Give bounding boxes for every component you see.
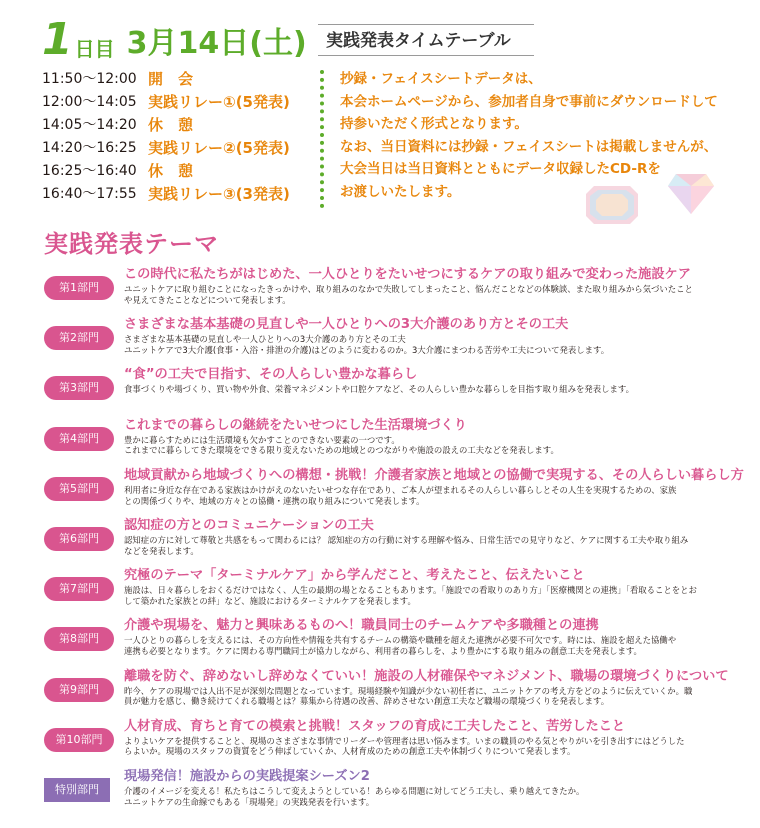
theme-description: 介護のイメージを変える！私たちはこうして変えようとしている！あらゆる問題に対してどう工夫し、乗り越えてきたか。 <box>124 785 585 796</box>
theme-title: “食”の工夫で目指す、その人らしい豊かな暮らし <box>124 367 418 383</box>
theme-body <box>124 718 748 758</box>
theme-description: 豊かに暮らすためには生活環境も欠かすことのできない要素の一つです。 <box>124 434 400 445</box>
theme-title: 地域貢献から地域づくりへの構想・挑戦！介護者家族と地域との協働で実現する、その人らしい暮らし方 <box>124 467 744 483</box>
schedule-event: 実践リレー②(5発表) <box>148 139 290 157</box>
notice-line: 抄録・フェイスシートデータは、 <box>340 71 542 87</box>
theme-body <box>124 316 748 356</box>
theme-item <box>44 517 748 567</box>
theme-item <box>44 617 748 667</box>
theme-item <box>44 316 748 366</box>
category-badge: 第10部門 <box>44 728 114 752</box>
schedule-time: 14:05〜14:20 <box>42 117 137 133</box>
category-badge: 第2部門 <box>44 326 114 350</box>
day-header <box>42 14 307 65</box>
theme-description: や見えてきたことなどについて発表します。 <box>124 294 291 305</box>
schedule-list <box>42 68 312 206</box>
category-badge: 第6部門 <box>44 527 114 551</box>
theme-description: 食事づくりや場づくり、買い物や外食、栄養マネジメントや口腔ケアなど、その人らしい豊かな暮らしを目指す取り組みを発表します。 <box>124 384 634 395</box>
theme-body <box>124 768 748 808</box>
section-title: 実践発表テーマ <box>44 230 219 258</box>
schedule-row <box>42 114 312 137</box>
notice-line: なお、当日資料には抄録・フェイスシートは掲載しませんが、 <box>340 138 718 155</box>
schedule-time: 11:50〜12:00 <box>42 71 137 87</box>
schedule-time: 16:25〜16:40 <box>42 163 137 179</box>
theme-item <box>44 266 748 316</box>
timetable-title: 実践発表タイムテーブル <box>318 24 534 56</box>
theme-body <box>124 517 748 557</box>
category-badge: 第3部門 <box>44 376 114 400</box>
theme-list <box>44 266 748 818</box>
theme-body <box>124 567 748 607</box>
theme-description: らよいか。現場のスタッフの資質をどう伸ばしていくか、人材育成のための創意工夫や体制づくりについて発表します。 <box>124 746 576 757</box>
theme-title: 認知症の方とのコミュニケーションの工夫 <box>124 517 374 533</box>
theme-description: との関係づくりや、地域の方々との協働・連携の取り組みについて発表します。 <box>124 495 425 506</box>
notice-line: お渡しいたします。 <box>340 183 461 200</box>
theme-item <box>44 718 748 768</box>
theme-item <box>44 467 748 517</box>
schedule-row <box>42 91 312 114</box>
theme-description: して築かれた家族との絆」など、施設におけるターミナルケアを発表します。 <box>124 595 416 606</box>
event-date: 3月14日(土) <box>126 26 307 61</box>
schedule-time: 14:20〜16:25 <box>42 140 137 156</box>
theme-body <box>124 668 748 708</box>
theme-description: これまでに暮らしてきた環境をできる限り変えないための地域とのつながりや施設の設えの工夫などを発表します。 <box>124 445 559 456</box>
theme-description: ユニットケアの生命線でもある「現場発」の実践発表を行います。 <box>124 796 375 807</box>
theme-title: 現場発信！施設からの実践提案シーズン2 <box>124 768 370 784</box>
schedule-event: 開 会 <box>148 70 194 88</box>
schedule-event: 休 憩 <box>148 162 194 180</box>
category-badge: 特別部門 <box>44 778 110 802</box>
theme-item <box>44 668 748 718</box>
schedule-event: 実践リレー①(5発表) <box>148 93 290 111</box>
theme-item <box>44 768 748 818</box>
theme-title: これまでの暮らしの継続をたいせつにした生活環境づくり <box>124 417 467 433</box>
day-unit: 日目 <box>74 37 115 61</box>
theme-title: 離職を防ぐ、辞めないし辞めなくていい！施設の人材確保やマネジメント、職場の環境づくりについて <box>124 668 729 684</box>
theme-item <box>44 417 748 467</box>
category-badge: 第7部門 <box>44 577 114 601</box>
schedule-row <box>42 160 312 183</box>
day-number: 1 <box>42 14 73 65</box>
theme-body <box>124 617 748 657</box>
theme-description: ユニットケアで3大介護(食事・入浴・排泄の介護)はどのように変わるのか。3大介護にまつわる苦労や工夫について発表します。 <box>124 344 610 355</box>
theme-description: 利用者に身近な存在である家族はかけがえのないたいせつな存在であり、ご本人が望まれるその人らしい暮らしとその人生を実現するための、家族 <box>124 484 677 495</box>
theme-description: 施設は、日々暮らしをおくるだけではなく、人生の最期の場となることもあります。「施設での看取りのあり方」「医療機関との連携」「看取ることをとお <box>124 585 697 596</box>
theme-item <box>44 567 748 617</box>
notice-line: 持参いただく形式となります。 <box>340 116 528 132</box>
theme-title: さまざまな基本基礎の見直しや一人ひとりへの3大介護のあり方とその工夫 <box>124 317 569 333</box>
schedule-row <box>42 183 312 206</box>
theme-description: などを発表します。 <box>124 545 199 556</box>
category-badge: 第9部門 <box>44 678 114 702</box>
theme-title: 人材育成、育ちと育ての模索と挑戦！スタッフの育成に工夫したこと、苦労したこと <box>124 718 626 734</box>
notice-line: 本会ホームページから、参加者自身で事前にダウンロードして <box>340 93 718 110</box>
theme-body <box>124 467 748 507</box>
theme-title: 究極のテーマ「ターミナルケア」から学んだこと、考えたこと、伝えたいこと <box>124 568 585 584</box>
theme-title: この時代に私たちがはじめた、一人ひとりをたいせつにするケアの取り組みで変わった施設ケア <box>124 267 691 282</box>
category-badge: 第4部門 <box>44 427 114 451</box>
theme-body <box>124 417 748 457</box>
category-badge: 第1部門 <box>44 276 114 300</box>
theme-description: 一人ひとりの暮らしを支えるには、その方向性や情報を共有するチームの構築や職種を超えた連携が必要不可欠です。時には、施設を超えた協働や <box>124 635 677 646</box>
theme-body <box>124 366 748 395</box>
schedule-event: 実践リレー③(3発表) <box>148 185 290 203</box>
theme-description: 認知症の方に対して尊敬と共感をもって関わるには？ 認知症の方の行動に対する理解や悩み、日常生活での見守りなど、ケアに関する工夫や取り組み <box>124 534 689 545</box>
theme-description: ユニットケアに取り組むことになったきっかけや、取り組みのなかで失敗してしまったこと、悩んだことなどの体験談、また取り組みから気づいたこと <box>124 284 693 294</box>
theme-description: さまざまな基本基礎の見直しや一人ひとりへの3大介護のあり方とその工夫 <box>124 334 406 345</box>
notice-line: 大会当日は当日資料とともにデータ収録したCD-Rを <box>340 161 661 177</box>
gem-square-icon <box>584 182 640 228</box>
theme-description: 昨今、ケアの現場では人出不足が深刻な問題となっています。現場経験や知識が少ない初任者に、ユニットケアの考え方をどのように伝えていくか。職 <box>124 685 693 696</box>
theme-description: 員が魅力を感じ、働き続けてくれる職場とは？募集から待遇の改善、辞めさせない創意工夫など職場の環境づくりを発表します。 <box>124 696 610 707</box>
theme-item <box>44 366 748 416</box>
schedule-row <box>42 68 312 91</box>
dotted-divider <box>320 70 324 208</box>
theme-description: よりよいケアを提供することと、現場のさまざまな事情でリーダーや管理者は思い悩みます。いまの職員のやる気とやりがいを引き出すにはどうした <box>124 735 685 746</box>
schedule-time: 12:00〜14:05 <box>42 94 137 110</box>
schedule-time: 16:40〜17:55 <box>42 186 137 202</box>
theme-description: 連携も必要となります。ケアに関わる専門職同士が協力しながら、利用者の暮らしを、より豊かにする取り組みの創意工夫を発表します。 <box>124 646 642 657</box>
theme-title: 介護や現場を、魅力と興味あるものへ！職員同士のチームケアや多職種との連携 <box>124 618 599 634</box>
gem-diamond-icon <box>666 170 716 216</box>
schedule-event: 休 憩 <box>148 116 194 134</box>
category-badge: 第5部門 <box>44 477 114 501</box>
schedule-row <box>42 137 312 160</box>
category-badge: 第8部門 <box>44 627 114 651</box>
theme-body <box>124 266 748 306</box>
